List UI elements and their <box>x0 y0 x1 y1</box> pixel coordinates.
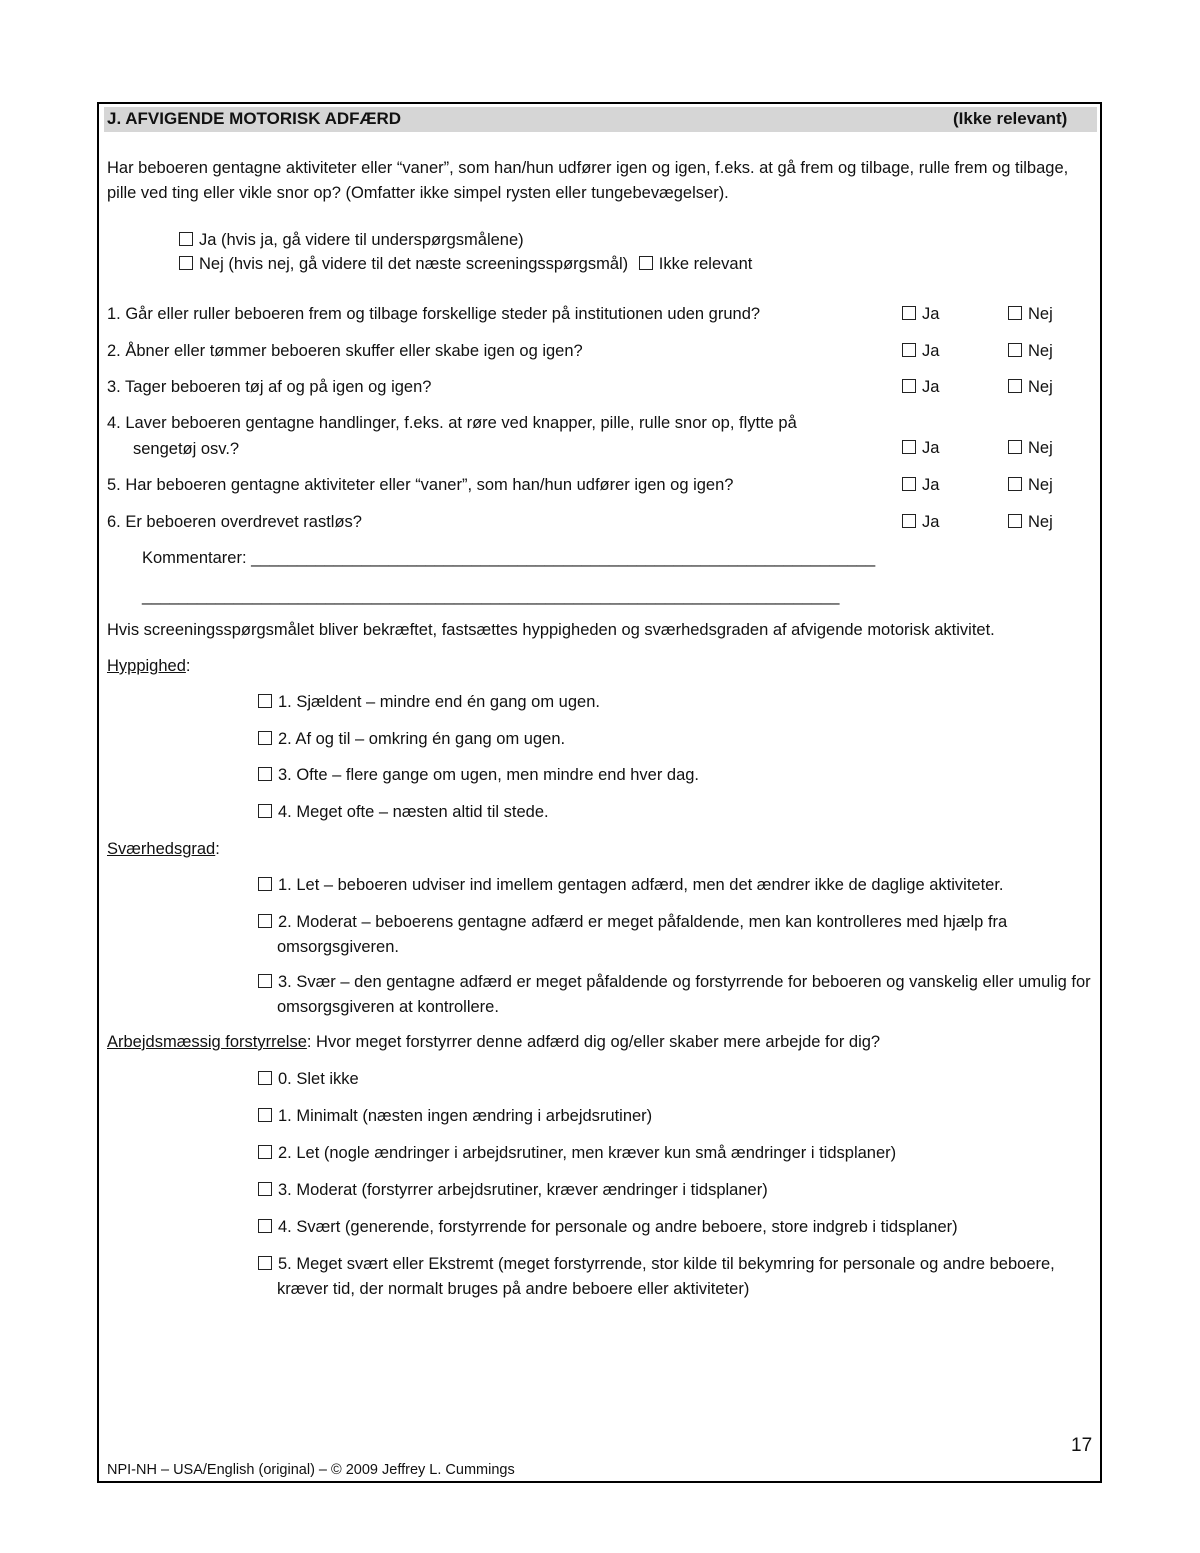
yes-label: Ja <box>922 305 940 323</box>
disruption-option-0[interactable] <box>258 1070 359 1089</box>
disruption-label: Arbejdsmæssig forstyrrelse <box>107 1033 307 1051</box>
disruption-heading <box>107 1033 880 1052</box>
checkbox[interactable] <box>902 477 916 491</box>
checkbox[interactable] <box>902 306 916 320</box>
screening-option-no-label: Nej (hvis nej, gå videre til det næste screeningsspørgsmål) <box>199 255 629 273</box>
checkbox[interactable] <box>258 767 272 781</box>
checkbox[interactable] <box>258 694 272 708</box>
checkbox[interactable] <box>258 1256 272 1270</box>
severity-option-3[interactable] <box>258 970 1115 1020</box>
option-label: 5. Meget svært eller Ekstremt (meget forstyrrende, stor kilde til bekymring for personale og andre beboere, kræver tid, der normalt bruges på andre beboere eller aktiviteter) <box>277 1255 1055 1298</box>
checkbox[interactable] <box>639 256 653 270</box>
comments-line-1: ____________________________________________________________________ <box>251 549 876 567</box>
subquestion-1-yes[interactable] <box>902 305 939 324</box>
disruption-option-2[interactable] <box>258 1144 896 1163</box>
checkbox[interactable] <box>902 514 916 528</box>
checkbox[interactable] <box>902 379 916 393</box>
subquestion-2-no[interactable] <box>1008 342 1053 361</box>
checkbox[interactable] <box>902 440 916 454</box>
checkbox[interactable] <box>1008 440 1022 454</box>
option-label: 1. Let – beboeren udviser ind imellem gentagen adfærd, men det ændrer ikke de daglige aktiviteter. <box>278 876 1004 894</box>
no-label: Nej <box>1028 513 1053 531</box>
disruption-option-4[interactable] <box>258 1218 958 1237</box>
checkbox[interactable] <box>258 1071 272 1085</box>
option-label: 2. Moderat – beboerens gentagne adfærd er meget påfaldende, men kan kontrolleres med hjælp fra omsorgsgiveren. <box>277 913 1008 956</box>
option-label: 4. Meget ofte – næsten altid til stede. <box>278 803 549 821</box>
yes-label: Ja <box>922 476 940 494</box>
severity-option-2[interactable] <box>258 910 1115 960</box>
checkbox[interactable] <box>1008 306 1022 320</box>
section-title: J. AFVIGENDE MOTORISK ADFÆRD <box>107 109 402 128</box>
checkbox[interactable] <box>179 232 193 246</box>
subquestion-2: 2. Åbner eller tømmer beboeren skuffer eller skabe igen og igen? <box>107 342 583 360</box>
frequency-heading: Hyppighed: <box>107 657 191 675</box>
checkbox[interactable] <box>258 1219 272 1233</box>
subquestion-6-yes[interactable] <box>902 513 939 532</box>
subquestion-3: 3. Tager beboeren tøj af og på igen og igen? <box>107 378 432 396</box>
checkbox[interactable] <box>1008 379 1022 393</box>
yes-label: Ja <box>922 378 940 396</box>
option-label: 2. Let (nogle ændringer i arbejdsrutiner, men kræver kun små ændringer i tidsplaner) <box>278 1144 897 1162</box>
subquestion-1: 1. Går eller ruller beboeren frem og tilbage forskellige steder på institutionen uden grund? <box>107 305 761 323</box>
subquestion-1-no[interactable] <box>1008 305 1053 324</box>
screening-question: Har beboeren gentagne aktiviteter eller “vaner”, som han/hun udfører igen og igen, f.eks. at gå frem og tilbage, rulle frem og tilbage, pille ved ting eller vikle snor op? (Omfatter ikke simpel rysten eller tungebevægelser). <box>107 159 1069 202</box>
frequency-label: Hyppighed <box>107 657 186 675</box>
disruption-question: : Hvor meget forstyrrer denne adfærd dig og/eller skaber mere arbejde for dig? <box>306 1033 881 1051</box>
checkbox[interactable] <box>1008 514 1022 528</box>
subquestion-4: 4. Laver beboeren gentagne handlinger, f.eks. at røre ved knapper, pille, rulle snor op, flytte på <box>107 414 797 432</box>
footer-copyright: NPI-NH – USA/English (original) – © 2009 Jeffrey L. Cummings <box>107 1462 515 1478</box>
subquestion-3-yes[interactable] <box>902 378 939 397</box>
option-label: 3. Svær – den gentagne adfærd er meget påfaldende og forstyrrende for beboeren og vanskelig eller umulig for omsorgsgiveren at kontrollere. <box>277 973 1091 1016</box>
checkbox[interactable] <box>258 914 272 928</box>
severity-option-1[interactable] <box>258 876 1004 895</box>
no-label: Nej <box>1028 378 1053 396</box>
checkbox[interactable] <box>179 256 193 270</box>
option-label: 1. Minimalt (næsten ingen ændring i arbejdsrutiner) <box>278 1107 653 1125</box>
checkbox[interactable] <box>1008 343 1022 357</box>
subquestion-3-no[interactable] <box>1008 378 1053 397</box>
yes-label: Ja <box>922 513 940 531</box>
option-label: 4. Svært (generende, forstyrrende for personale og andre beboere, store indgreb i tidsplaner) <box>278 1218 958 1236</box>
no-label: Nej <box>1028 439 1053 457</box>
option-label: 0. Slet ikke <box>278 1070 359 1088</box>
severity-heading: Sværhedsgrad: <box>107 840 220 858</box>
confirmation-text: Hvis screeningsspørgsmålet bliver bekræftet, fastsættes hyppigheden og sværhedsgraden af afvigende motorisk aktivitet. <box>107 621 995 639</box>
checkbox[interactable] <box>258 1108 272 1122</box>
severity-label: Sværhedsgrad <box>107 840 216 858</box>
comments-field[interactable] <box>142 549 875 568</box>
checkbox[interactable] <box>902 343 916 357</box>
comments-label: Kommentarer: <box>142 549 247 567</box>
subquestion-5-yes[interactable] <box>902 476 939 495</box>
no-label: Nej <box>1028 476 1053 494</box>
yes-label: Ja <box>922 439 940 457</box>
subquestion-5: 5. Har beboeren gentagne aktiviteter eller “vaner”, som han/hun udfører igen og igen? <box>107 476 734 494</box>
subquestion-4-continued: sengetøj osv.? <box>133 440 240 458</box>
screening-option-na-label: Ikke relevant <box>658 255 753 273</box>
option-label: 3. Moderat (forstyrrer arbejdsrutiner, kræver ændringer i tidsplaner) <box>278 1181 768 1199</box>
checkbox[interactable] <box>1008 477 1022 491</box>
subquestion-6-no[interactable] <box>1008 513 1053 532</box>
checkbox[interactable] <box>258 877 272 891</box>
subquestion-4-no[interactable] <box>1008 439 1053 458</box>
checkbox[interactable] <box>258 804 272 818</box>
screening-option-yes-label: Ja (hvis ja, gå videre til underspørgsmålene) <box>199 231 524 249</box>
no-label: Nej <box>1028 342 1053 360</box>
frequency-option-3[interactable] <box>258 766 699 785</box>
disruption-option-1[interactable] <box>258 1107 652 1126</box>
checkbox[interactable] <box>258 974 272 988</box>
no-label: Nej <box>1028 305 1053 323</box>
comments-line-2[interactable]: ____________________________________________________________________________ <box>142 587 840 605</box>
frequency-option-1[interactable] <box>258 693 600 712</box>
option-label: 3. Ofte – flere gange om ugen, men mindre end hver dag. <box>278 766 700 784</box>
subquestion-2-yes[interactable] <box>902 342 939 361</box>
option-label: 2. Af og til – omkring én gang om ugen. <box>278 730 566 748</box>
option-label: 1. Sjældent – mindre end én gang om ugen. <box>278 693 600 711</box>
disruption-option-5[interactable] <box>258 1252 1097 1302</box>
subquestion-4-yes[interactable] <box>902 439 939 458</box>
not-relevant-label: (Ikke relevant) <box>953 109 1068 128</box>
checkbox[interactable] <box>258 731 272 745</box>
yes-label: Ja <box>922 342 940 360</box>
checkbox[interactable] <box>258 1145 272 1159</box>
page-number: 17 <box>1071 1435 1093 1456</box>
checkbox[interactable] <box>258 1182 272 1196</box>
frequency-option-2[interactable] <box>258 730 565 749</box>
subquestion-5-no[interactable] <box>1008 476 1053 495</box>
screening-option-no[interactable] <box>179 255 752 274</box>
frequency-option-4[interactable] <box>258 803 549 822</box>
disruption-option-3[interactable] <box>258 1181 768 1200</box>
subquestion-6: 6. Er beboeren overdrevet rastløs? <box>107 513 362 531</box>
screening-option-yes[interactable] <box>179 231 524 250</box>
